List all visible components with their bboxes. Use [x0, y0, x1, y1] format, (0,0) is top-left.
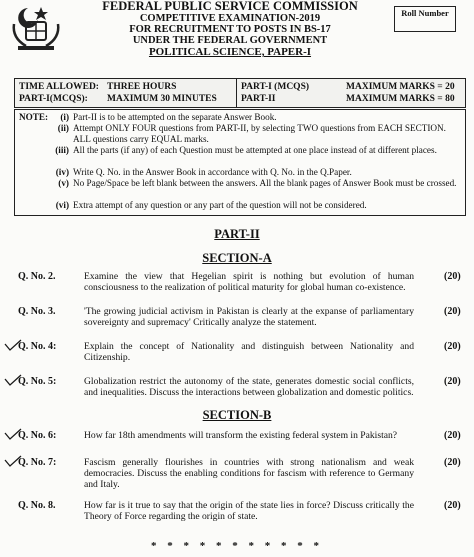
- question-marks: (20): [444, 457, 461, 468]
- recruitment-line: FOR RECRUITMENT TO POSTS IN BS-17: [129, 24, 331, 35]
- question-text: Explain the concept of Nationality and distinguish between Nationality and Citizenship.: [84, 341, 414, 363]
- question-number: Q. No. 5:: [18, 376, 57, 387]
- question-number: Q. No. 6:: [18, 430, 57, 441]
- note-label: NOTE:: [19, 112, 49, 122]
- question-text: Globalization restrict the autonomy of the state, generates domestic social conflicts, and inequalities. Discuss the interactions between globalization and domestic politics.: [84, 376, 414, 398]
- roll-number-box[interactable]: [394, 6, 456, 32]
- section-b-title: SECTION-B: [202, 408, 272, 422]
- question-text: How far 18th amendments will transform the existing federal system in Pakistan?: [84, 430, 398, 441]
- exam-title: COMPETITIVE EXAMINATION-2019: [139, 13, 321, 24]
- paper-title: POLITICAL SCIENCE, PAPER-I: [148, 46, 312, 58]
- part2-label: PART-II: [241, 94, 276, 104]
- note-number: (iii): [55, 145, 69, 155]
- question-marks: (20): [444, 500, 461, 511]
- exam-info-table: [14, 78, 466, 108]
- note-text: No Page/Space be left blank between the answers. All the blank pages of Answer Book must be crossed.: [73, 178, 457, 188]
- question-text: 'The growing judicial activism in Pakistan is clearly at the expanse of parliamentary sovereignty and supremacy' Critically analyze the statement.: [84, 306, 414, 328]
- note-text: Write Q. No. in the Answer Book in accordance with Q. No. in the Q.Paper.: [73, 167, 352, 177]
- note-text: Part-II is to be attempted on the separate Answer Book.: [73, 112, 277, 122]
- question-number: Q. No. 2.: [18, 271, 56, 282]
- commission-title: FEDERAL PUBLIC SERVICE COMMISSION: [102, 0, 358, 13]
- time-allowed-value: THREE HOURS: [107, 82, 177, 92]
- end-of-paper-marker: * * * * * * * * * * *: [151, 540, 323, 552]
- question-text: How far is it true to say that the origin of the state lies in force? Discuss critically the Theory of Force regarding the origin of state.: [84, 500, 414, 522]
- section-a-title: SECTION-A: [202, 251, 272, 265]
- question-marks: (20): [444, 271, 461, 282]
- question-marks: (20): [444, 341, 461, 352]
- note-number: (iv): [55, 167, 69, 177]
- part1-marks: MAXIMUM MARKS = 20: [346, 82, 455, 92]
- table-divider: [236, 79, 237, 107]
- question-marks: (20): [444, 430, 461, 441]
- note-number: (i): [60, 112, 69, 122]
- instructions-box: [14, 109, 466, 216]
- mcq-time-label: PART-I(MCQS):: [19, 94, 88, 104]
- question-text: Examine the view that Hegelian spirit is nothing but evolution of human consciousness to the realization of political maturity for global human co-existence.: [84, 271, 414, 293]
- part2-marks: MAXIMUM MARKS = 80: [346, 94, 455, 104]
- government-line: UNDER THE FEDERAL GOVERNMENT: [132, 35, 328, 46]
- question-number: Q. No. 3.: [18, 306, 56, 317]
- question-number: Q. No. 8.: [18, 500, 56, 511]
- note-text: Extra attempt of any question or any part of the question will not be considered.: [73, 200, 367, 210]
- government-emblem-icon: [8, 2, 64, 52]
- question-number: Q. No. 4:: [18, 341, 57, 352]
- question-text: Fascism generally flourishes in countries with strong nationalism and weak democracies. Discuss the enabling conditions for fascism with reference to Germany and Italy.: [84, 457, 414, 490]
- note-number: (v): [58, 178, 69, 188]
- question-marks: (20): [444, 376, 461, 387]
- question-number: Q. No. 7:: [18, 457, 57, 468]
- part-title: PART-II: [214, 227, 260, 241]
- note-text: All the parts (if any) of each Question must be attempted at one place instead of at different places.: [73, 145, 437, 155]
- time-allowed-label: TIME ALLOWED:: [19, 82, 99, 92]
- note-number: (ii): [57, 123, 69, 133]
- question-marks: (20): [444, 306, 461, 317]
- note-number: (vi): [55, 200, 69, 210]
- part1-label: PART-I (MCQS): [241, 82, 310, 92]
- note-text: Attempt ONLY FOUR questions from PART-II, by selecting TWO questions from EACH SECTION. ALL questions carry EQUAL marks.: [73, 123, 446, 144]
- mcq-time-value: MAXIMUM 30 MINUTES: [107, 94, 217, 104]
- roll-number-label: Roll Number: [401, 8, 449, 18]
